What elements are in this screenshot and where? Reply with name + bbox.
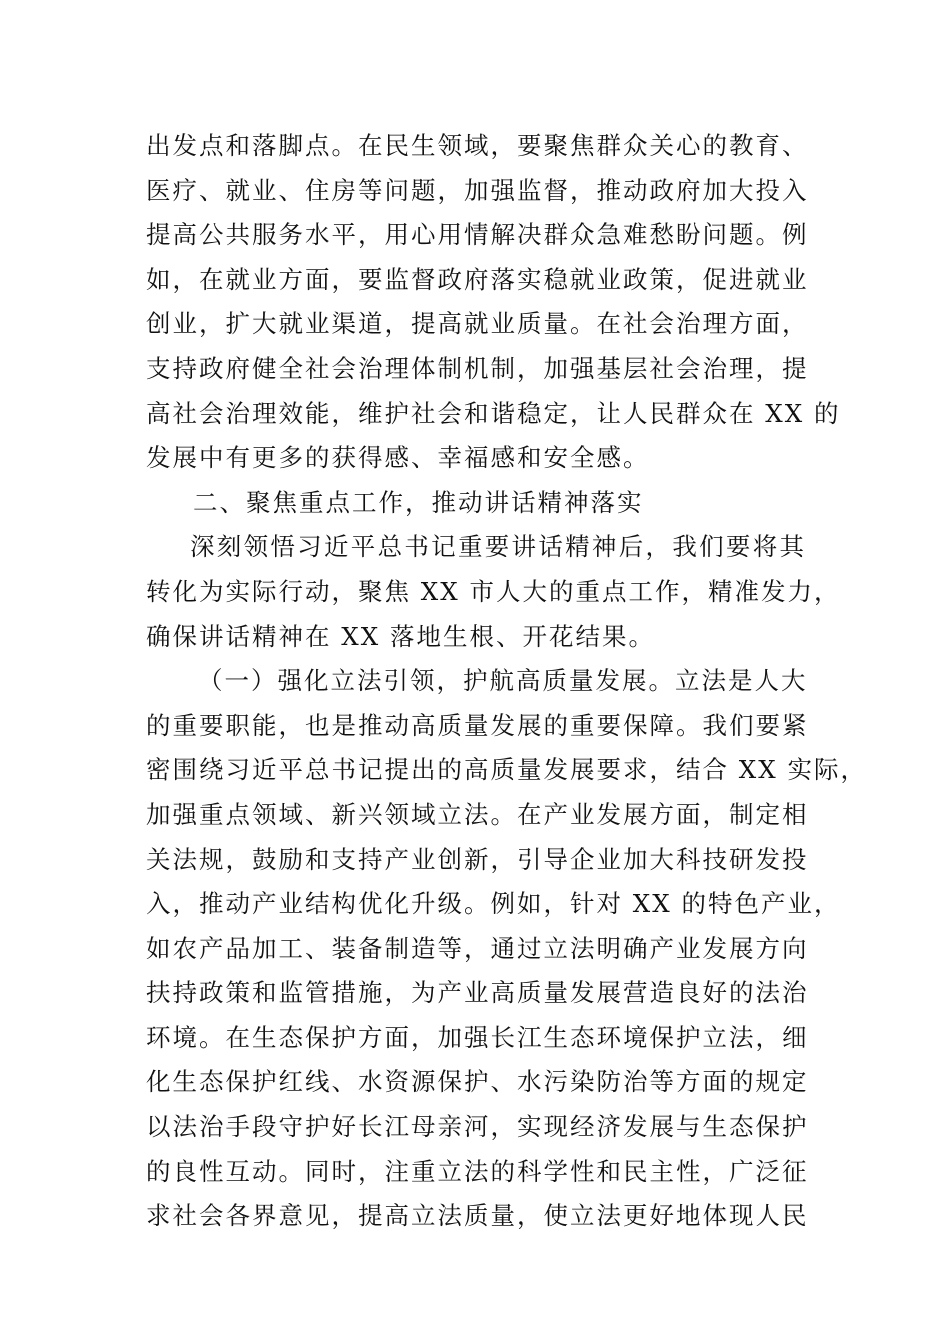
paragraph-line: 以法治手段守护好长江母亲河，实现经济发展与生态保护: [146, 1112, 809, 1142]
paragraph-line: 的良性互动。同时，注重立法的科学性和民主性，广泛征: [146, 1156, 809, 1186]
paragraph-line: 如，在就业方面，要监督政府落实稳就业政策，促进就业: [146, 264, 809, 294]
section-heading: 二、聚焦重点工作，推动讲话精神落实: [193, 487, 644, 517]
paragraph-line: 支持政府健全社会治理体制机制，加强基层社会治理，提: [146, 353, 809, 383]
paragraph-line: 加强重点领域、新兴领域立法。在产业发展方面，制定相: [146, 799, 809, 829]
paragraph-line: 化生态保护红线、水资源保护、水污染防治等方面的规定: [146, 1067, 809, 1097]
paragraph-line: 转化为实际行动，聚焦 XX 市人大的重点工作，精准发力，: [146, 576, 841, 606]
paragraph-line: 提高公共服务水平，用心用情解决群众急难愁盼问题。例: [146, 220, 809, 250]
subsection-heading-line: （一）强化立法引领，护航高质量发展。立法是人大: [198, 666, 808, 696]
paragraph-line: 深刻领悟习近平总书记重要讲话精神后，我们要将其: [190, 532, 806, 562]
paragraph-line: 入，推动产业结构优化升级。例如，针对 XX 的特色产业，: [146, 889, 841, 919]
paragraph-line: 医疗、就业、住房等问题，加强监督，推动政府加大投入: [146, 175, 809, 205]
paragraph-line: 环境。在生态保护方面，加强长江生态环境保护立法，细: [146, 1022, 809, 1052]
paragraph-line: 创业，扩大就业渠道，提高就业质量。在社会治理方面，: [146, 309, 809, 339]
paragraph-line: 发展中有更多的获得感、幸福感和安全感。: [146, 443, 650, 473]
paragraph-line: 求社会各界意见，提高立法质量，使立法更好地体现人民: [146, 1201, 809, 1231]
paragraph-line: 密围绕习近平总书记提出的高质量发展要求，结合 XX 实际，: [146, 755, 867, 785]
paragraph-line: 如农产品加工、装备制造等，通过立法明确产业发展方向: [146, 933, 809, 963]
paragraph-line: 确保讲话精神在 XX 落地生根、开花结果。: [146, 621, 655, 651]
paragraph-line: 的重要职能，也是推动高质量发展的重要保障。我们要紧: [146, 710, 809, 740]
paragraph-line: 关法规，鼓励和支持产业创新，引导企业加大科技研发投: [146, 844, 809, 874]
paragraph-line: 扶持政策和监管措施，为产业高质量发展营造良好的法治: [146, 978, 809, 1008]
paragraph-line: 出发点和落脚点。在民生领域，要聚焦群众关心的教育、: [146, 131, 809, 160]
document-body: [146, 124, 867, 1239]
paragraph-line: 高社会治理效能，维护社会和谐稳定，让人民群众在 XX 的: [146, 398, 841, 428]
